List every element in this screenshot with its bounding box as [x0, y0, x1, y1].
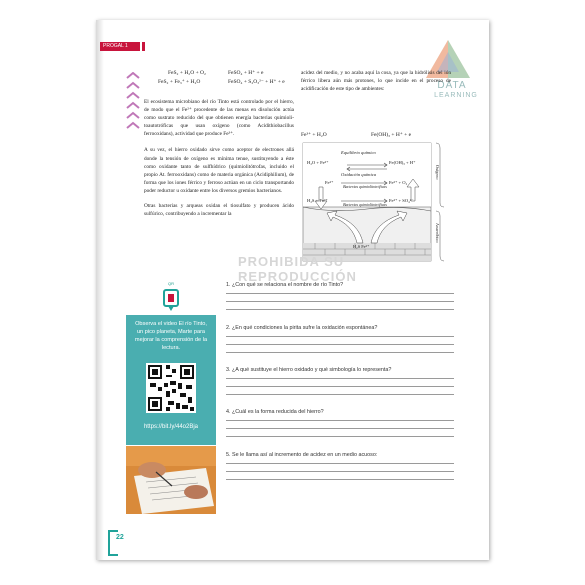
diagram-bacterias-2: Bacterias quimiolitotróficas	[343, 203, 387, 207]
question-5	[226, 452, 454, 487]
equation-1-right: FeSO₄ + H⁺ + e	[228, 70, 264, 76]
diagram-right-a: Fe(OH)₃ + H⁺	[389, 160, 416, 165]
diagram-bottom-label: H₂S Fe²⁺	[353, 244, 370, 249]
photo-hands-writing	[126, 446, 216, 514]
paragraph-1: El ecosistema microbiano del río Tinto está controlado por el hierro, de modo que el Fe²⁺ procedente de las menas en disolución actúa como sustrato reducido del que obtienen energía bacterias quimioli- toautotróficas que usan oxígeno (como Acidithiobacillus ferrooxidans), actividad que produce Fe³⁺.	[144, 99, 294, 138]
diagram-top-right: Fe(OH)₃ + H⁺ + e	[371, 132, 412, 138]
book-page	[96, 20, 489, 560]
qr-code[interactable]	[146, 363, 196, 413]
iron-cycle-diagram	[301, 115, 451, 265]
section-tab-bar	[142, 42, 145, 51]
answer-line[interactable]	[226, 471, 454, 472]
answer-line[interactable]	[226, 301, 454, 302]
answer-line[interactable]	[226, 428, 454, 429]
answer-line[interactable]	[226, 479, 454, 480]
diagram-left-a: H₂O + Fe³⁺	[307, 160, 329, 165]
logo-text-learning: LEARNING	[434, 92, 478, 99]
equation-2-left: FeS₂ + Fe₃⁺ + H₂O	[158, 79, 201, 85]
page-number: 22	[116, 534, 124, 541]
answer-line[interactable]	[226, 394, 454, 395]
question-1-text: 1. ¿Con qué se relaciona el nombre de río Tinto?	[226, 282, 344, 288]
equation-2-right: FeSO₄ + S₂O₃²⁻ + H⁺ + e	[228, 79, 285, 85]
qr-badge-icon	[162, 286, 180, 312]
watermark-line-1: PROHIBIDA SU	[238, 254, 345, 269]
answer-line[interactable]	[226, 336, 454, 337]
answer-line[interactable]	[226, 378, 454, 379]
question-5-text: 5. Se le llama así al incremento de acidez en un medio acuoso:	[226, 452, 378, 458]
question-3-text: 3. ¿A qué sustituye el hierro oxidado y qué simbología lo representa?	[226, 367, 392, 373]
page-binding	[96, 20, 104, 560]
answer-line[interactable]	[226, 352, 454, 353]
diagram-eq-quimico: Equilibrio químico	[341, 150, 376, 155]
video-link[interactable]: https://bit.ly/44o2Bja	[143, 424, 199, 430]
question-4-text: 4. ¿Cuál es la forma reducida del hierro?	[226, 409, 324, 415]
paragraph-3: Otras bacterias y arqueas oxidan el tiosulfato y producen ácido sulfúrico, contribuyendo a incrementar la	[144, 203, 294, 218]
paragraph-2: A su vez, el hierro oxidado sirve como aceptor de electrones allá donde la tensión de oxígeno es mínima tenue, sustituyendo a éste como oxidante tanto de sulfhídrico (quimiolitótrofas, incluido el propio At. ferrooxidans) como de materia orgánica (Acidiphilium), de forma que los iones férrico y ferroso actúan en un ciclo transportando poder reductor u oxidante entre los diversos gremios bacterianos.	[144, 147, 294, 194]
decorative-wave	[126, 72, 140, 152]
diagram-left-b: Fe²⁺	[325, 180, 334, 185]
diagram-right-c: Fe²⁺ + SO₄²⁻	[389, 198, 414, 203]
answer-line[interactable]	[226, 436, 454, 437]
question-4	[226, 409, 454, 444]
question-3	[226, 367, 454, 402]
question-2	[226, 325, 454, 360]
section-tab	[100, 42, 140, 51]
video-sidebar-text: Observa el video El río Tinto, un pico planeta, Marte para mejorar la comprensión de la lectura.	[134, 321, 208, 351]
section-tab-label: PROGAL 1	[103, 43, 128, 49]
video-sidebar	[126, 315, 216, 445]
watermark-line-2: REPRODUCCIÓN	[238, 269, 357, 284]
right-paragraph-1: acidez del medio, y no acaba aquí la cosa, ya que la hidrólisis del ión férrico libera aún más protones, lo que incide en el proceso de acidificación de este tipo de ambientes:	[301, 70, 451, 93]
answer-line[interactable]	[226, 463, 454, 464]
answer-line[interactable]	[226, 386, 454, 387]
diagram-bacterias-1: Bacterias quimiolitotróficas	[343, 185, 387, 189]
answer-line[interactable]	[226, 309, 454, 310]
diagram-top-left: Fe³⁺ + H₂O	[301, 132, 327, 138]
diagram-side-anaerobico: Anaeróbico	[435, 223, 440, 243]
question-2-text: 2. ¿En qué condiciones la pirita sufre la oxidación espontánea?	[226, 325, 378, 331]
question-1	[226, 282, 454, 317]
logo-text-data: DATA	[437, 80, 467, 91]
diagram-side-oxigeno: Oxígeno	[435, 165, 440, 180]
equation-1-left: FeS₂ + H₂O + O₂	[168, 70, 206, 76]
diagram-right-b: Fe³⁺ + O₂	[389, 180, 408, 185]
answer-line[interactable]	[226, 420, 454, 421]
answer-line[interactable]	[226, 293, 454, 294]
right-text-column	[301, 69, 451, 100]
answer-line[interactable]	[226, 344, 454, 345]
diagram-ox-quimica: Oxidación química	[341, 172, 377, 177]
diagram-left-c: H₂S + Fe³⁺	[307, 198, 328, 203]
qr-badge-label: QR	[168, 281, 174, 286]
left-text-column	[144, 98, 294, 225]
